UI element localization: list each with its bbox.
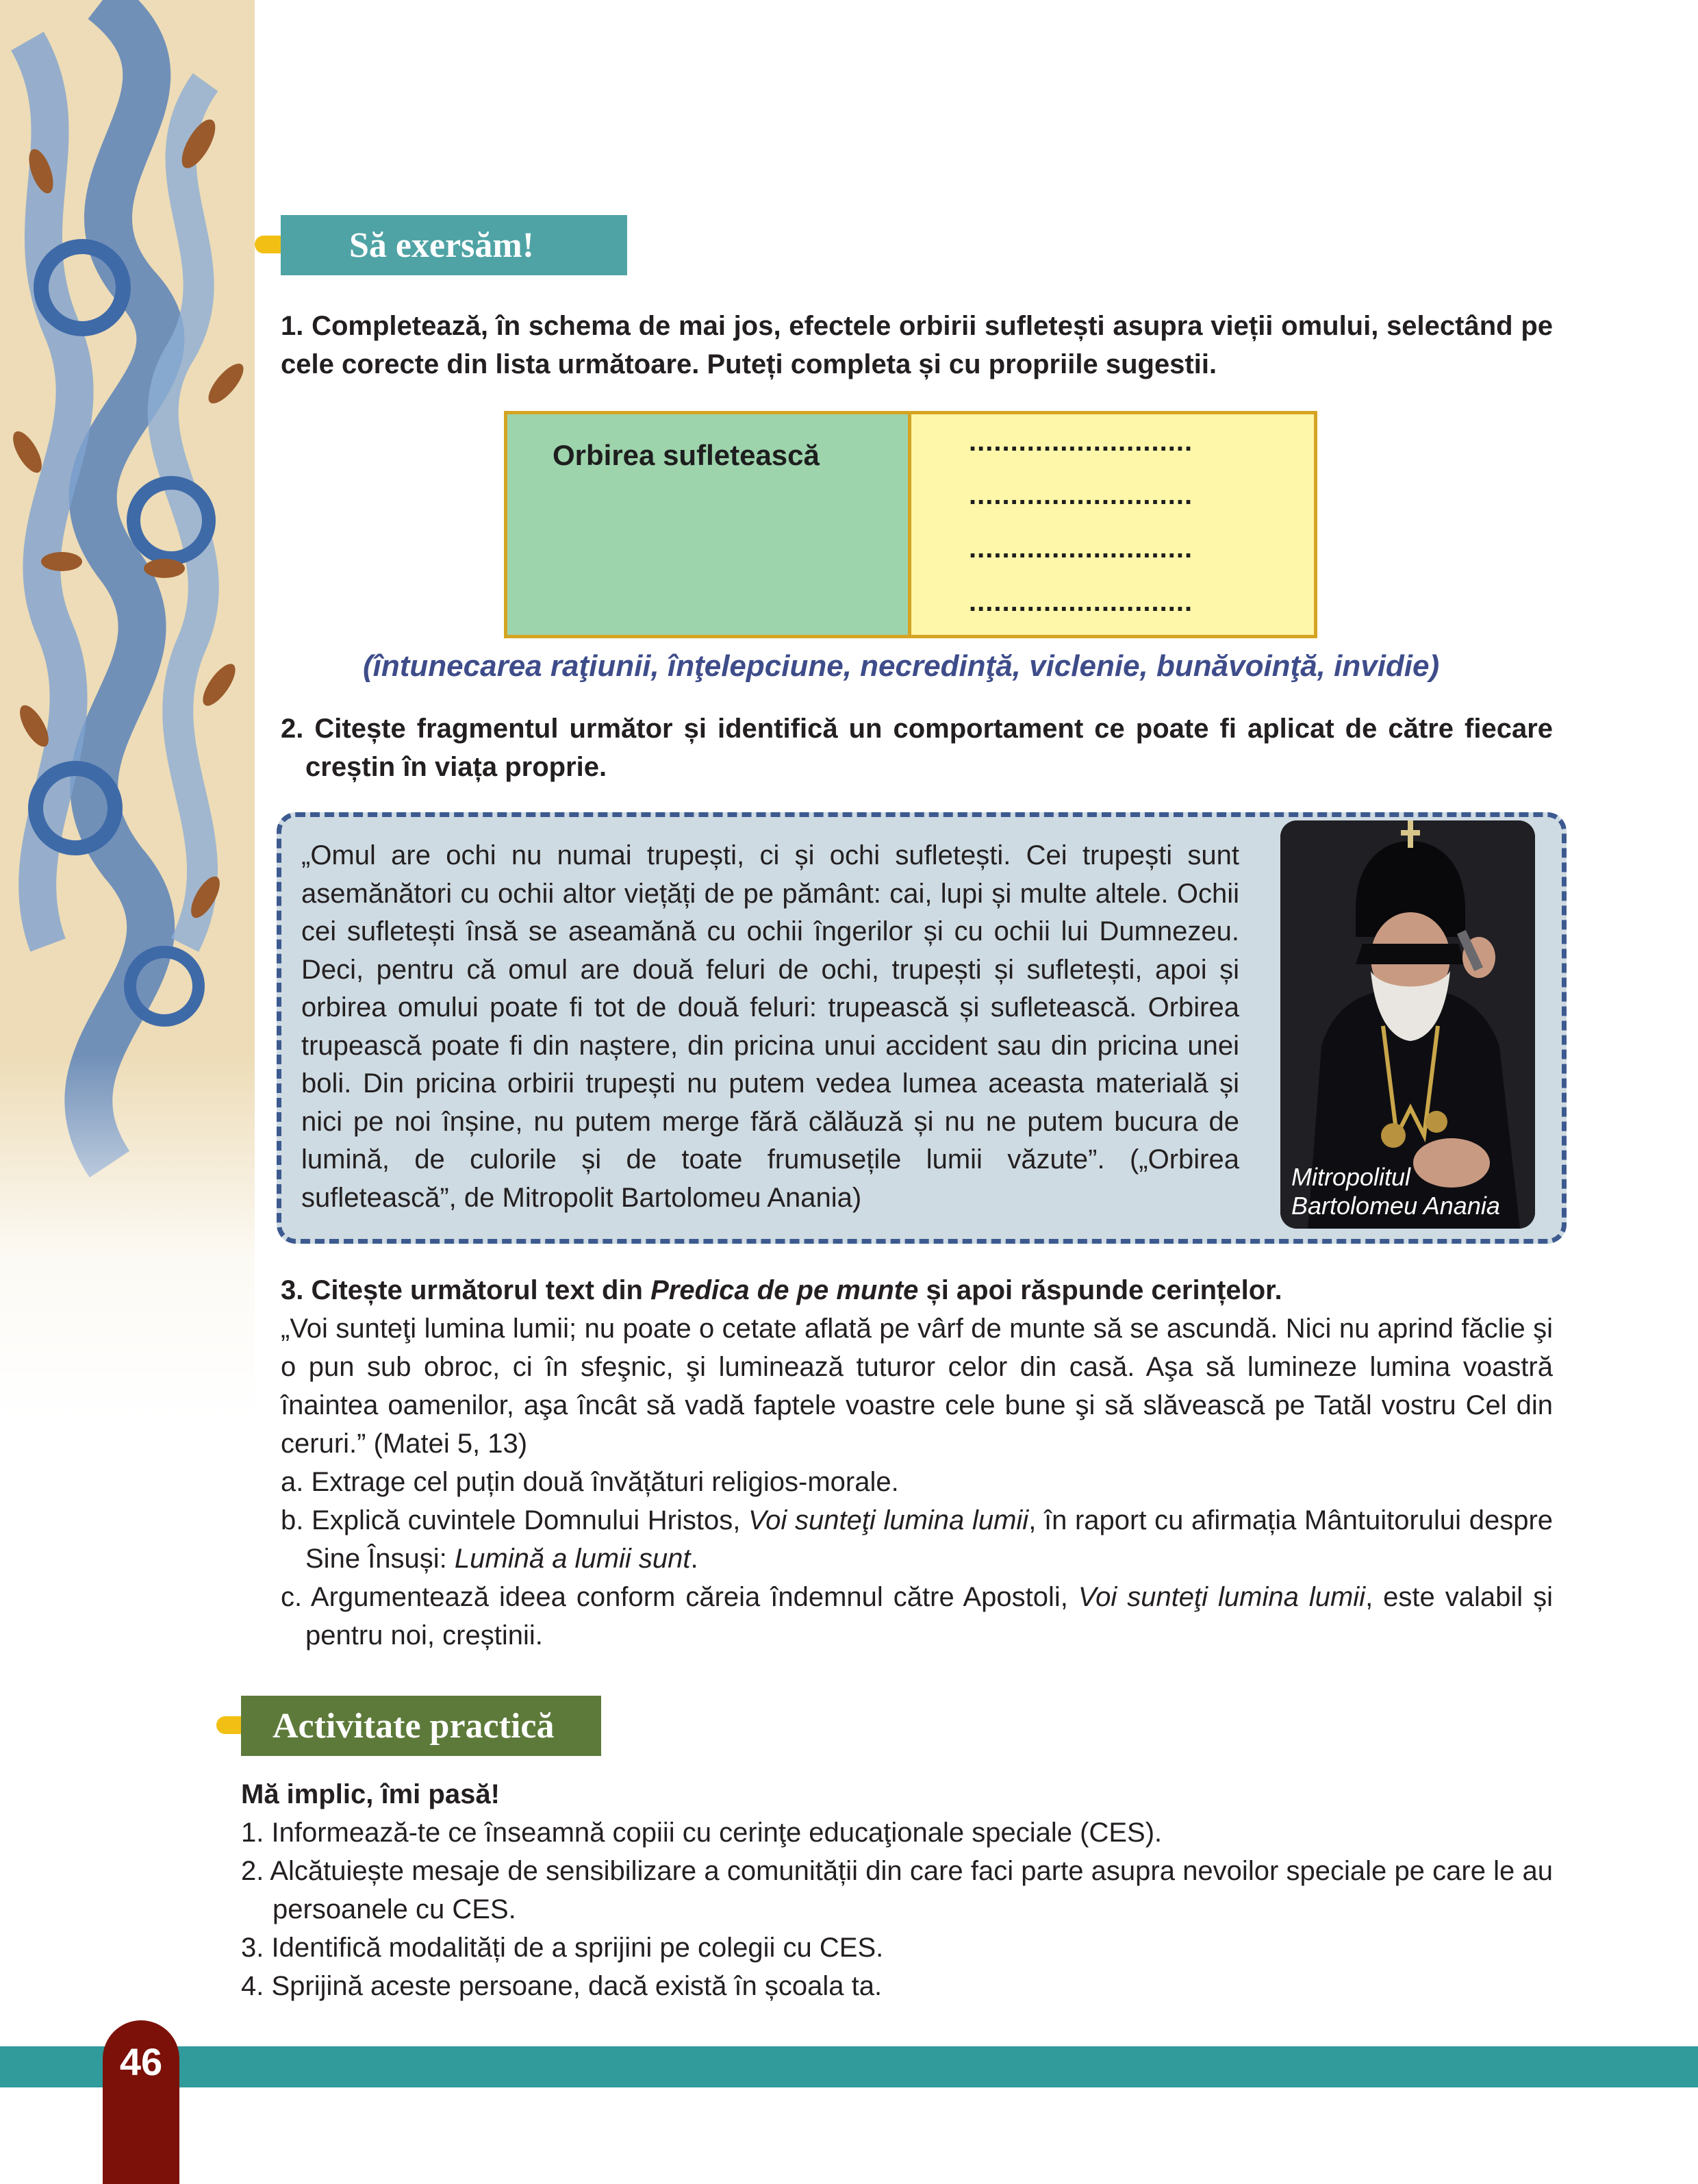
schema-table	[504, 411, 1317, 638]
task-3-item-b	[281, 1501, 1553, 1578]
task-3-title: Predica de pe munte	[650, 1275, 919, 1305]
task-3-prefix: 3. Citește următorul text din	[281, 1275, 651, 1305]
activity-item-3: 3. Identifică modalități de a sprijini pe colegii cu CES.	[241, 1933, 884, 1963]
word-list: (întunecarea raţiunii, înţelepciune, necredinţă, viclenie, bunăvoinţă, invidie)	[363, 649, 1440, 683]
footer-bar	[0, 2046, 1698, 2087]
portrait-caption	[1291, 1163, 1500, 1220]
item-b-part-5: .	[690, 1544, 698, 1574]
portrait-caption-line-1: Mitropolitul	[1291, 1163, 1411, 1191]
blank-line-4: ...........................	[969, 587, 1193, 617]
activity-item-4: 4. Sprijină aceste persoane, dacă există în școala ta.	[241, 1971, 883, 2001]
activity-subtitle: Mă implic, îmi pasă!	[241, 1779, 500, 1809]
item-b-part-1: b. Explică cuvintele Domnului Hristos,	[281, 1505, 748, 1535]
blank-line-2: ...........................	[969, 480, 1193, 510]
task-3-text: „Voi sunteţi lumina lumii; nu poate o cetate aflată pe vârf de munte să se ascundă. Nici nu aprind făclie şi o pun sub obroc, ci în sfeşnic, şi luminează tuturor celor din casă. Aşa să lumineze lumina voastră înaintea oamenilor, aşa încât să vadă faptele voastre cele bune şi să slăvească pe Tatăl vostru Cel din ceruri.” (Matei 5, 13)	[281, 1314, 1553, 1459]
activity-item-2: 2. Alcătuiește mesaje de sensibilizare a comunității din care faci parte asupra nevoilor speciale pe care le au persoanele cu CES.	[241, 1856, 1553, 1924]
portrait-photo	[1280, 820, 1535, 1229]
task-3-heading	[281, 1271, 1553, 1309]
schema-left-cell	[507, 414, 911, 635]
task-3-item-c	[281, 1578, 1553, 1655]
task-2-text: 2. Citește fragmentul următor și identifică un comportament ce poate fi aplicat de către fiecare creștin în viața proprie.	[281, 714, 1553, 782]
schema-title: Orbirea sufletească	[553, 439, 820, 471]
item-c-part-1: c. Argumentează ideea conform căreia îndemnul către Apostoli,	[281, 1582, 1078, 1612]
section-heading-activitate: Activitate practică	[241, 1696, 601, 1756]
item-b-part-4: Lumină a lumii sunt	[454, 1544, 691, 1574]
task-1-text: 1. Completează, în schema de mai jos, efectele orbirii sufletești asupra vieții omului, selectând pe cele corecte din lista următoare. Puteți completa și cu propriile sugestii.	[281, 311, 1553, 379]
blank-line-1: ...........................	[969, 427, 1193, 457]
task-3-item-a: a. Extrage cel puțin două învățături religios-morale.	[281, 1467, 899, 1497]
portrait-caption-line-2: Bartolomeu Anania	[1291, 1192, 1500, 1220]
item-b-part-2: Voi sunteţi lumina lumii	[748, 1505, 1029, 1535]
item-b-part-3: , în raport cu afirmația Mântuitorului despre Sine Însuși:	[305, 1505, 1554, 1574]
section-heading-exersam: Să exersăm!	[281, 215, 627, 275]
schema-right-cell	[911, 414, 1314, 635]
activity-item-1: 1. Informează-te ce înseamnă copiii cu cerinţe educaţionale speciale (CES).	[241, 1818, 1163, 1848]
item-c-part-2: Voi sunteţi lumina lumii	[1078, 1582, 1366, 1612]
task-3-suffix: și apoi răspunde cerințelor.	[918, 1275, 1282, 1305]
quote-text: „Omul are ochi nu numai trupești, ci și ochi sufletești. Cei trupești sunt asemănători cu ochii altor viețăți de pe pământ: cai, lupi și multe altele. Ochii cei sufletești însă se aseamănă cu ochii îngerilor și cu ochii lui Dumnezeu. Deci, pentru că omul are două feluri de ochi, trupești și sufletești, apoi și orbirea omului poate fi tot de două feluri: trupească și sufletească. Orbirea trupească poate fi din naștere, din pricina unui accident sau din pricina unei boli. Din pricina orbirii trupești nu putem vedea lumea aceasta materială și nici pe noi înșine, nu putem merge fără călăuză și nu ne putem bucura de lumină, de culorile și de toate frumusețile lumii văzute”. („Orbirea sufletească”, de Mitropolit Bartolomeu Anania)	[301, 840, 1239, 1213]
item-c-part-3: , este valabil și pentru noi, creștinii.	[305, 1582, 1554, 1650]
page-number: 46	[119, 2040, 163, 2083]
blank-line-3: ...........................	[969, 534, 1193, 564]
